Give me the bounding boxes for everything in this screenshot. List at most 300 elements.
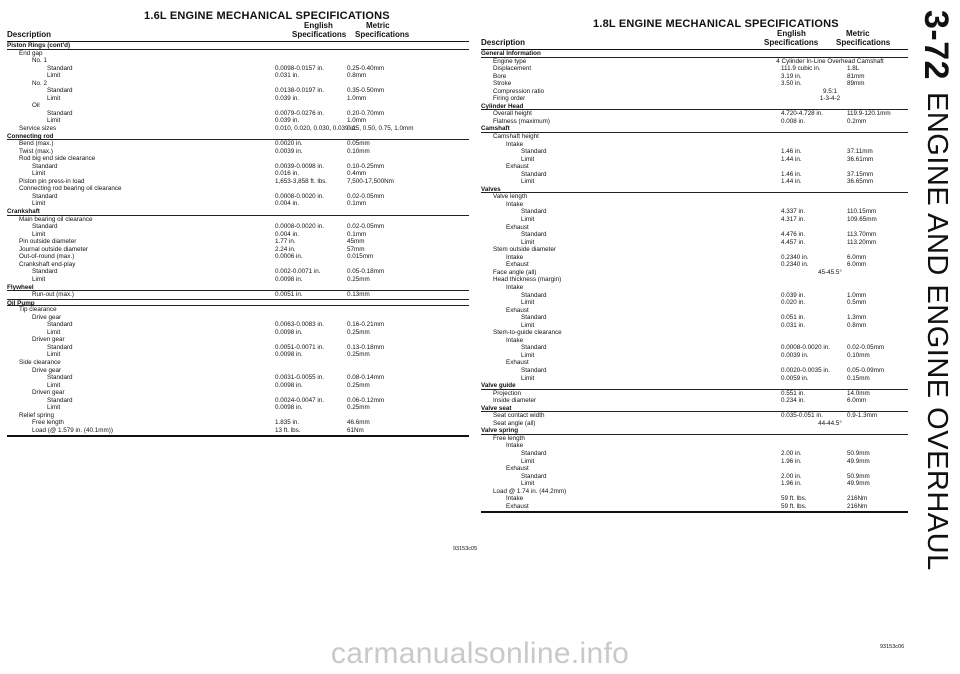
row-description: Limit xyxy=(521,299,535,307)
row-description: Drive gear xyxy=(32,366,62,374)
english-value: 0.0138-0.0197 in. xyxy=(275,87,325,95)
english-value: 0.2340 in. xyxy=(781,261,809,269)
metric-value: 0.13mm xyxy=(347,291,370,299)
row-description: Service sizes xyxy=(19,125,57,133)
metric-value: 0.25mm xyxy=(347,328,370,336)
row-description: Standard xyxy=(521,449,547,457)
metric-value: 0.02-0.05mm xyxy=(847,344,885,352)
row-description: Limit xyxy=(521,457,535,465)
row-description: Pin outside diameter xyxy=(19,238,77,246)
english-value: 0.0008-0.0020 in. xyxy=(781,344,831,352)
metric-value: 1.0mm xyxy=(847,291,867,299)
table-row xyxy=(481,118,908,126)
english-value: 0.0039-0.0098 in. xyxy=(275,162,325,170)
metric-value: 81mm xyxy=(847,72,865,80)
table-row xyxy=(7,140,469,148)
metric-value: 50.9mm xyxy=(847,472,870,480)
english-value: 13 ft. lbs. xyxy=(275,426,301,434)
row-description: Limit xyxy=(521,374,535,382)
table-row xyxy=(481,254,908,262)
english-value: 4.457 in. xyxy=(781,238,806,246)
table-row xyxy=(7,170,469,178)
row-description: Flatness (maximum) xyxy=(493,117,551,125)
table-row: Face angle (all) 45-45.5° xyxy=(493,268,842,276)
metric-value: 0.25mm xyxy=(347,404,370,412)
row-description: Limit xyxy=(521,321,535,329)
english-value: 0.002-0.0071 in. xyxy=(275,268,321,276)
row-description: Exhaust xyxy=(506,223,529,231)
table-row xyxy=(7,57,469,65)
metric-value: 119.9-120.1mm xyxy=(847,110,891,118)
metric-value: 50.9mm xyxy=(847,449,870,457)
english-value: 0.051 in. xyxy=(781,314,806,322)
english-value: 0.0031-0.0055 in. xyxy=(275,374,325,382)
row-description: Standard xyxy=(521,314,547,322)
english-value: 0.0051-0.0071 in. xyxy=(275,343,325,351)
metric-value: 1.0mm xyxy=(347,117,367,125)
row-description: Limit xyxy=(521,155,535,163)
table-row xyxy=(481,246,908,254)
row-description: Standard xyxy=(521,208,547,216)
table-row xyxy=(481,307,908,315)
english-value: 4.720-4.728 in. xyxy=(781,110,824,118)
metric-value: 7,500-17,500Nm xyxy=(347,177,394,185)
table-row xyxy=(481,337,908,345)
table-row xyxy=(7,359,469,367)
metric-value: 113.20mm xyxy=(847,238,877,246)
table-row xyxy=(481,412,908,420)
left-col-metric-2: Specifications xyxy=(355,30,410,39)
english-value: 0.0024-0.0047 in. xyxy=(275,396,325,404)
metric-value: 1.8L xyxy=(847,65,860,73)
table-row xyxy=(7,351,469,359)
row-description: Limit xyxy=(47,404,61,412)
row-description: Standard xyxy=(47,374,73,382)
table-row: Firing order 1-3-4-2 xyxy=(493,95,841,103)
english-value: 0.0008-0.0020 in. xyxy=(275,223,325,231)
left-col-metric-1: Metric xyxy=(366,21,390,30)
metric-value: 110.15mm xyxy=(847,208,877,216)
table-row xyxy=(7,110,469,118)
metric-value: 61Nm xyxy=(347,426,364,434)
row-description: Seat angle (all) xyxy=(493,419,536,427)
right-col-english-2: Specifications xyxy=(764,38,819,47)
table-row xyxy=(481,495,908,503)
english-value: 0.0098-0.0157 in. xyxy=(275,64,325,72)
metric-value: 0.25mm xyxy=(347,381,370,389)
row-description: Face angle (all) xyxy=(493,268,537,276)
row-description: Standard xyxy=(521,344,547,352)
section-label: Crankshaft xyxy=(7,208,40,216)
row-description: Relief spring xyxy=(19,411,54,419)
row-description: Standard xyxy=(47,109,73,117)
table-row xyxy=(7,65,469,73)
metric-value: 0.15mm xyxy=(847,374,870,382)
metric-value: 36.65mm xyxy=(847,178,874,186)
section-header-row xyxy=(481,50,908,58)
right-col-description: Description xyxy=(481,38,526,47)
table-row xyxy=(7,200,469,208)
table-row xyxy=(7,95,469,103)
table-row xyxy=(7,246,469,254)
table-row xyxy=(7,87,469,95)
table-row xyxy=(7,163,469,171)
english-value: 4.317 in. xyxy=(781,216,806,224)
metric-value: 0.25-0.40mm xyxy=(347,64,385,72)
table-row xyxy=(7,80,469,88)
row-description: Limit xyxy=(32,275,46,283)
metric-value: 0.015mm xyxy=(347,253,374,261)
row-description: Connecting rod bearing oil clearance xyxy=(19,185,122,193)
row-description: Intake xyxy=(506,283,524,291)
english-value: 0.0098 in. xyxy=(275,275,303,283)
table-row xyxy=(7,155,469,163)
english-value: 3.19 in. xyxy=(781,72,802,80)
table-row xyxy=(481,367,908,375)
row-description: Exhaust xyxy=(506,306,529,314)
row-description: Compression ratio xyxy=(493,87,545,95)
row-description: Standard xyxy=(32,268,58,276)
table-row xyxy=(481,224,908,232)
table-row xyxy=(7,276,469,284)
row-description: Crankshaft end-play xyxy=(19,260,76,268)
row-description: Free length xyxy=(493,434,525,442)
table-row xyxy=(481,442,908,450)
section-label: Valves xyxy=(481,185,501,193)
right-spec-table xyxy=(481,28,908,513)
row-description: Out-of-round (max.) xyxy=(19,253,75,261)
english-value: 2.00 in. xyxy=(781,449,802,457)
table-row xyxy=(481,284,908,292)
row-description: No. 1 xyxy=(32,57,48,65)
section-header-row xyxy=(481,382,908,390)
table-row xyxy=(7,382,469,390)
table-row xyxy=(481,450,908,458)
row-description: Limit xyxy=(32,230,46,238)
english-value: 3.50 in. xyxy=(781,80,802,88)
english-value: 4.337 in. xyxy=(781,208,806,216)
metric-value: 0.8mm xyxy=(347,72,367,80)
row-description: Drive gear xyxy=(32,313,62,321)
row-description: Limit xyxy=(47,117,61,125)
section-label: Valve seat xyxy=(481,404,512,412)
metric-value: 57mm xyxy=(347,245,365,253)
row-description: Standard xyxy=(521,170,547,178)
table-row xyxy=(481,352,908,360)
table-row xyxy=(481,231,908,239)
table-row xyxy=(481,201,908,209)
row-description: Stem-to-guide clearance xyxy=(493,329,562,337)
english-value: 0.2340 in. xyxy=(781,253,809,261)
english-value: 0.0098 in. xyxy=(275,404,303,412)
table-row xyxy=(7,261,469,269)
row-description: Intake xyxy=(506,336,524,344)
english-value: 0.0079-0.0276 in. xyxy=(275,109,325,117)
metric-value: 0.10mm xyxy=(847,351,870,359)
row-description: Bend (max.) xyxy=(19,140,54,148)
section-header-row xyxy=(481,125,908,133)
table-row xyxy=(481,299,908,307)
row-description: Run-out (max.) xyxy=(32,291,74,299)
metric-value: 216Nm xyxy=(847,502,868,510)
row-description: Intake xyxy=(506,442,524,450)
row-description: Seat contact width xyxy=(493,412,545,420)
row-description: Exhaust xyxy=(506,502,529,510)
table-row xyxy=(481,133,908,141)
english-value: 1.46 in. xyxy=(781,148,802,156)
table-row: Engine type 4 Cylinder In-Line Overhead Camshaft xyxy=(493,57,884,65)
right-table-body xyxy=(481,50,908,510)
table-row xyxy=(481,171,908,179)
table-row xyxy=(481,148,908,156)
english-value: 2.24 in. xyxy=(275,245,296,253)
english-value: 1.46 in. xyxy=(781,170,802,178)
metric-value: 0.13-0.18mm xyxy=(347,343,385,351)
left-table-title: 1.6L ENGINE MECHANICAL SPECIFICATIONS xyxy=(144,10,390,22)
metric-value: 0.35-0.50mm xyxy=(347,87,385,95)
english-value: 0.031 in. xyxy=(275,72,300,80)
table-row xyxy=(481,156,908,164)
left-figure-code: 93153c05 xyxy=(453,546,478,552)
english-value: 111.9 cubic in. xyxy=(781,65,821,73)
section-title: ENGINE AND ENGINE OVERHAUL xyxy=(921,92,953,571)
row-description: Twist (max.) xyxy=(19,147,53,155)
metric-value: 45mm xyxy=(347,238,365,246)
table-row xyxy=(7,344,469,352)
right-table-title: 1.8L ENGINE MECHANICAL SPECIFICATIONS xyxy=(593,18,839,30)
table-row xyxy=(7,125,469,133)
table-row xyxy=(7,178,469,186)
english-value: 0.031 in. xyxy=(781,321,806,329)
table-row xyxy=(481,65,908,73)
row-description: Driven gear xyxy=(32,389,65,397)
metric-value: 0.8mm xyxy=(847,321,867,329)
table-row xyxy=(7,185,469,193)
table-row xyxy=(481,435,908,443)
metric-value: 0.08-0.14mm xyxy=(347,374,385,382)
metric-value: 6.0mm xyxy=(847,253,867,261)
metric-value: 0.1mm xyxy=(347,230,367,238)
row-description: Exhaust xyxy=(506,163,529,171)
table-row xyxy=(7,419,469,427)
row-description: Limit xyxy=(32,170,46,178)
table-row xyxy=(481,397,908,405)
table-row xyxy=(481,314,908,322)
section-header-row xyxy=(7,133,469,141)
row-description: Firing order xyxy=(493,95,526,103)
left-table-header xyxy=(7,20,469,42)
row-description: Displacement xyxy=(493,65,532,73)
english-value: 0.004 in. xyxy=(275,230,300,238)
table-row: Compression ratio 9.5:1 xyxy=(493,87,838,95)
row-description: Journal outside diameter xyxy=(19,245,88,253)
english-value: 1.44 in. xyxy=(781,178,802,186)
table-row xyxy=(481,503,908,511)
english-value: 0.0008-0.0020 in. xyxy=(275,192,325,200)
english-value: 0.551 in. xyxy=(781,389,806,397)
english-value: 0.0063-0.0083 in. xyxy=(275,321,325,329)
section-header-row xyxy=(7,42,469,50)
table-row xyxy=(481,276,908,284)
row-description: Standard xyxy=(32,192,58,200)
row-description: Standard xyxy=(47,87,73,95)
section-label: Oil Pump xyxy=(7,299,35,307)
metric-value: 46.6mm xyxy=(347,419,370,427)
table-row: Seat angle (all) 44-44.5° xyxy=(493,419,842,427)
table-row xyxy=(481,261,908,269)
table-row xyxy=(7,231,469,239)
row-description: Free length xyxy=(32,419,64,427)
row-description: Overall height xyxy=(493,110,532,118)
table-row xyxy=(481,163,908,171)
table-row xyxy=(481,216,908,224)
row-description: Tip clearance xyxy=(19,306,57,314)
section-header-row xyxy=(481,103,908,111)
left-table-body xyxy=(7,42,469,434)
section-header-row xyxy=(481,427,908,435)
table-row xyxy=(481,329,908,337)
section-label: Cylinder Head xyxy=(481,102,524,110)
table-row xyxy=(481,344,908,352)
section-label: Valve spring xyxy=(481,427,519,435)
table-row xyxy=(7,404,469,412)
metric-value: 0.25mm xyxy=(347,351,370,359)
metric-value: 0.25mm xyxy=(347,275,370,283)
metric-value: 0.02-0.05mm xyxy=(347,192,385,200)
row-description: Bore xyxy=(493,72,507,80)
english-value: 0.010, 0.020, 0.030, 0.039 in. xyxy=(275,125,357,133)
metric-value: 49.9mm xyxy=(847,480,870,488)
right-figure-code: 93153c06 xyxy=(880,644,905,650)
row-description: Stem outside diameter xyxy=(493,246,556,254)
row-description: Exhaust xyxy=(506,261,529,269)
metric-value: 1.3mm xyxy=(847,314,867,322)
table-row xyxy=(481,458,908,466)
row-description: Exhaust xyxy=(506,465,529,473)
table-row xyxy=(481,80,908,88)
english-value: 0.039 in. xyxy=(781,291,806,299)
right-col-metric-1: Metric xyxy=(846,29,870,38)
metric-value: 49.9mm xyxy=(847,457,870,465)
english-value: 0.039 in. xyxy=(275,117,300,125)
english-value: 0.234 in. xyxy=(781,397,806,405)
table-row xyxy=(7,412,469,420)
right-col-metric-2: Specifications xyxy=(836,38,891,47)
metric-value: 216Nm xyxy=(847,495,868,503)
row-description: Standard xyxy=(47,343,73,351)
table-row xyxy=(7,374,469,382)
row-description: Exhaust xyxy=(506,359,529,367)
row-description: End gap xyxy=(19,49,43,57)
metric-value: 0.9-1.3mm xyxy=(847,412,878,420)
section-label: General Information xyxy=(481,50,541,57)
row-description: Piston pin press-in load xyxy=(19,177,85,185)
row-description: Projection xyxy=(493,389,522,397)
english-value: 59 ft. lbs. xyxy=(781,502,807,510)
english-value: 0.004 in. xyxy=(275,200,300,208)
english-value: 0.035-0.051 in. xyxy=(781,412,824,420)
row-description: Stroke xyxy=(493,80,512,88)
row-description: Intake xyxy=(506,495,524,503)
english-value: 0.0039 in. xyxy=(275,147,303,155)
section-label: Camshaft xyxy=(481,125,510,133)
row-description: Limit xyxy=(47,94,61,102)
english-value: 1.44 in. xyxy=(781,155,802,163)
row-description: Head thickness (margin) xyxy=(493,276,562,284)
table-row xyxy=(7,336,469,344)
metric-value: 89mm xyxy=(847,80,865,88)
table-row xyxy=(7,306,469,314)
table-row xyxy=(7,238,469,246)
row-description: Limit xyxy=(521,238,535,246)
row-description: Valve length xyxy=(493,193,528,201)
english-value: 0.0059 in. xyxy=(781,374,809,382)
row-description: Camshaft height xyxy=(493,133,539,141)
table-row xyxy=(481,375,908,383)
metric-value: 113.70mm xyxy=(847,231,877,239)
english-value: 0.0020-0.0035 in. xyxy=(781,366,831,374)
row-description: Standard xyxy=(521,231,547,239)
metric-value: 0.25, 0.50, 0.75, 1.0mm xyxy=(347,125,414,133)
metric-value: 0.10-0.25mm xyxy=(347,162,385,170)
row-description: Intake xyxy=(506,140,524,148)
english-value: 0.0051 in. xyxy=(275,291,303,299)
english-value: 0.0098 in. xyxy=(275,328,303,336)
table-row xyxy=(7,216,469,224)
metric-value: 37.15mm xyxy=(847,170,874,178)
row-description: Limit xyxy=(32,200,46,208)
table-row xyxy=(481,73,908,81)
table-row xyxy=(7,321,469,329)
table-row xyxy=(7,367,469,375)
table-row xyxy=(481,390,908,398)
row-description: Inside diameter xyxy=(493,397,537,405)
row-description: Limit xyxy=(47,381,61,389)
left-col-english-1: English xyxy=(304,21,333,30)
english-value: 0.0098 in. xyxy=(275,351,303,359)
metric-value: 0.02-0.05mm xyxy=(347,223,385,231)
table-row xyxy=(481,359,908,367)
metric-value: 0.06-0.12mm xyxy=(347,396,385,404)
metric-value: 0.4mm xyxy=(347,170,367,178)
row-description: Intake xyxy=(506,253,524,261)
row-description: Standard xyxy=(521,291,547,299)
english-value: 1.96 in. xyxy=(781,480,802,488)
section-header-row xyxy=(481,186,908,194)
metric-value: 37.11mm xyxy=(847,148,873,156)
section-header-row xyxy=(7,284,469,292)
english-value: 1.96 in. xyxy=(781,457,802,465)
row-description: Limit xyxy=(47,351,61,359)
row-description: Standard xyxy=(32,162,58,170)
row-description: Main bearing oil clearance xyxy=(19,215,93,223)
row-description: Rod big end side clearance xyxy=(19,155,96,163)
english-value: 59 ft. lbs. xyxy=(781,495,807,503)
row-description: Load (@ 1.579 in. (40.1mm)) xyxy=(32,426,113,434)
row-description: Side clearance xyxy=(19,358,61,366)
table-row xyxy=(7,291,469,299)
english-value: 1,653-3,858 ft. lbs. xyxy=(275,177,328,185)
english-value: 2.00 in. xyxy=(781,472,802,480)
english-value: 0.0006 in. xyxy=(275,253,303,261)
metric-value: 6.0mm xyxy=(847,397,867,405)
table-row xyxy=(7,148,469,156)
row-description: Standard xyxy=(47,396,73,404)
table-row xyxy=(7,223,469,231)
metric-value: 0.05mm xyxy=(347,140,370,148)
row-description: Limit xyxy=(47,72,61,80)
table-row xyxy=(481,193,908,201)
